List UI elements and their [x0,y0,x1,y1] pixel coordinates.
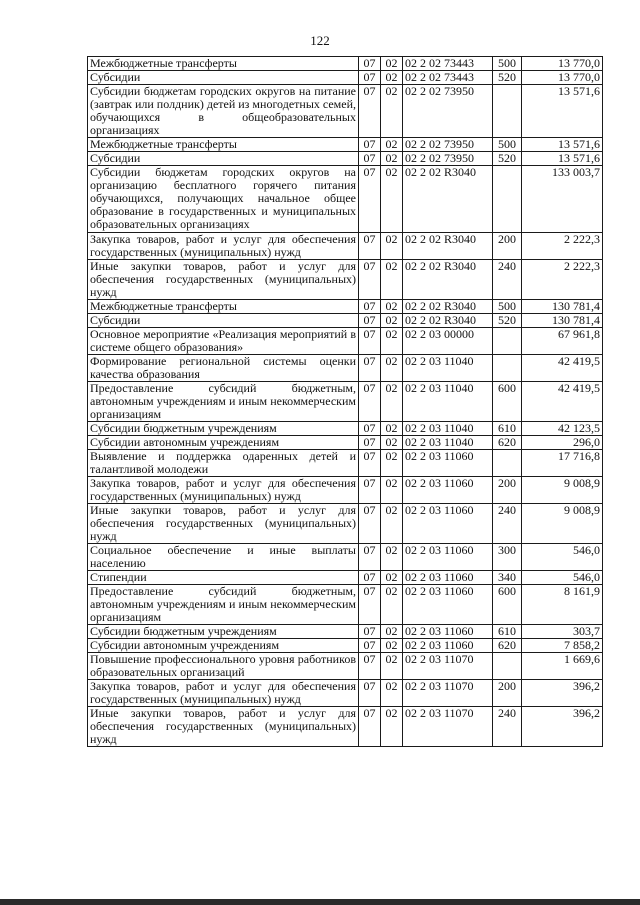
row-section: 07 [359,57,381,71]
table-row [88,138,603,152]
row-amount: 133 003,7 [522,166,603,233]
row-expense-type [493,328,522,355]
row-target-code: 02 2 02 R3040 [403,300,493,314]
table-row [88,544,603,571]
row-expense-type: 620 [493,436,522,450]
row-subsection: 02 [381,260,403,300]
row-amount: 546,0 [522,571,603,585]
row-subsection: 02 [381,152,403,166]
row-section: 07 [359,166,381,233]
table-row [88,314,603,328]
row-name: Субсидии бюджетным учреждениям [88,422,359,436]
row-name: Предоставление субсидий бюджетным, автономным учреждениям и иным некоммерческим организациям [88,382,359,422]
row-target-code: 02 2 03 11070 [403,680,493,707]
row-amount: 303,7 [522,625,603,639]
row-subsection: 02 [381,71,403,85]
row-subsection: 02 [381,544,403,571]
row-subsection: 02 [381,314,403,328]
row-name: Закупка товаров, работ и услуг для обеспечения государственных (муниципальных) нужд [88,477,359,504]
row-amount: 42 123,5 [522,422,603,436]
row-target-code: 02 2 03 11060 [403,544,493,571]
row-target-code: 02 2 02 R3040 [403,260,493,300]
row-section: 07 [359,85,381,138]
table-row [88,85,603,138]
row-amount: 7 858,2 [522,639,603,653]
table-row [88,260,603,300]
table-row [88,166,603,233]
row-expense-type: 600 [493,585,522,625]
row-amount: 130 781,4 [522,300,603,314]
row-target-code: 02 2 02 R3040 [403,314,493,328]
table-row [88,382,603,422]
row-subsection: 02 [381,653,403,680]
row-amount: 13 571,6 [522,85,603,138]
row-name: Субсидии автономным учреждениям [88,436,359,450]
row-section: 07 [359,585,381,625]
row-expense-type: 610 [493,422,522,436]
row-expense-type: 500 [493,300,522,314]
page-number: 122 [310,33,330,48]
row-section: 07 [359,544,381,571]
table-row [88,585,603,625]
row-expense-type: 200 [493,680,522,707]
row-section: 07 [359,260,381,300]
row-expense-type: 520 [493,314,522,328]
row-target-code: 02 2 02 R3040 [403,233,493,260]
row-subsection: 02 [381,57,403,71]
row-amount: 42 419,5 [522,382,603,422]
table-row [88,422,603,436]
row-target-code: 02 2 02 73950 [403,85,493,138]
row-section: 07 [359,571,381,585]
row-name: Иные закупки товаров, работ и услуг для обеспечения государственных (муниципальных) нужд [88,504,359,544]
row-amount: 396,2 [522,707,603,747]
row-amount: 42 419,5 [522,355,603,382]
row-section: 07 [359,328,381,355]
table-row [88,71,603,85]
row-name: Закупка товаров, работ и услуг для обеспечения государственных (муниципальных) нужд [88,680,359,707]
row-amount: 13 571,6 [522,138,603,152]
row-target-code: 02 2 03 11070 [403,707,493,747]
row-name: Предоставление субсидий бюджетным, автономным учреждениям и иным некоммерческим организациям [88,585,359,625]
row-amount: 8 161,9 [522,585,603,625]
table-row [88,477,603,504]
row-subsection: 02 [381,680,403,707]
row-subsection: 02 [381,571,403,585]
row-target-code: 02 2 03 11060 [403,450,493,477]
row-subsection: 02 [381,436,403,450]
table-row [88,328,603,355]
row-amount: 9 008,9 [522,504,603,544]
row-subsection: 02 [381,477,403,504]
row-section: 07 [359,653,381,680]
row-expense-type [493,85,522,138]
row-section: 07 [359,422,381,436]
row-amount: 130 781,4 [522,314,603,328]
row-amount: 2 222,3 [522,233,603,260]
row-target-code: 02 2 02 73950 [403,152,493,166]
row-amount: 13 770,0 [522,71,603,85]
row-target-code: 02 2 03 11060 [403,585,493,625]
row-name: Субсидии бюджетам городских округов на организацию бесплатного горячего питания обучающихся, получающих начальное общее образование в государственных и муниципальных образовательных организациях [88,166,359,233]
row-target-code: 02 2 03 11070 [403,653,493,680]
row-expense-type [493,450,522,477]
row-subsection: 02 [381,625,403,639]
row-section: 07 [359,233,381,260]
row-expense-type: 200 [493,233,522,260]
row-name: Субсидии автономным учреждениям [88,639,359,653]
row-name: Повышение профессионального уровня работников образовательных организаций [88,653,359,680]
row-target-code: 02 2 03 11040 [403,422,493,436]
row-expense-type [493,355,522,382]
row-section: 07 [359,436,381,450]
row-section: 07 [359,477,381,504]
row-name: Субсидии бюджетным учреждениям [88,625,359,639]
row-section: 07 [359,639,381,653]
row-section: 07 [359,382,381,422]
row-section: 07 [359,138,381,152]
table-row [88,653,603,680]
row-target-code: 02 2 03 11060 [403,504,493,544]
row-amount: 1 669,6 [522,653,603,680]
row-name: Субсидии бюджетам городских округов на питание (завтрак или полдник) детей из многодетных семей, обучающихся в общеобразовательных организациях [88,85,359,138]
row-name: Социальное обеспечение и иные выплаты населению [88,544,359,571]
row-target-code: 02 2 03 00000 [403,328,493,355]
table-body [88,57,603,747]
row-expense-type [493,166,522,233]
row-amount: 2 222,3 [522,260,603,300]
row-name: Основное мероприятие «Реализация мероприятий в системе общего образования» [88,328,359,355]
row-amount: 67 961,8 [522,328,603,355]
row-target-code: 02 2 03 11060 [403,477,493,504]
row-expense-type: 240 [493,707,522,747]
row-target-code: 02 2 02 73443 [403,71,493,85]
table-row [88,707,603,747]
row-target-code: 02 2 02 73950 [403,138,493,152]
table-row [88,436,603,450]
row-amount: 9 008,9 [522,477,603,504]
row-subsection: 02 [381,85,403,138]
row-subsection: 02 [381,355,403,382]
row-subsection: 02 [381,585,403,625]
row-section: 07 [359,625,381,639]
row-target-code: 02 2 03 11040 [403,382,493,422]
row-target-code: 02 2 02 73443 [403,57,493,71]
row-target-code: 02 2 03 11040 [403,355,493,382]
row-amount: 296,0 [522,436,603,450]
row-amount: 546,0 [522,544,603,571]
row-subsection: 02 [381,450,403,477]
table-row [88,152,603,166]
row-target-code: 02 2 03 11040 [403,436,493,450]
table-row [88,355,603,382]
row-name: Субсидии [88,314,359,328]
row-expense-type: 240 [493,260,522,300]
scan-bottom-edge [0,899,640,905]
row-expense-type: 520 [493,71,522,85]
row-subsection: 02 [381,300,403,314]
row-section: 07 [359,152,381,166]
row-name: Стипендии [88,571,359,585]
row-subsection: 02 [381,328,403,355]
row-amount: 396,2 [522,680,603,707]
row-subsection: 02 [381,138,403,152]
row-subsection: 02 [381,422,403,436]
row-target-code: 02 2 03 11060 [403,625,493,639]
row-section: 07 [359,450,381,477]
table-row [88,571,603,585]
row-expense-type: 600 [493,382,522,422]
row-expense-type: 500 [493,138,522,152]
row-subsection: 02 [381,639,403,653]
table-row [88,300,603,314]
row-name: Формирование региональной системы оценки качества образования [88,355,359,382]
row-expense-type: 500 [493,57,522,71]
row-expense-type: 610 [493,625,522,639]
row-subsection: 02 [381,504,403,544]
table-row [88,504,603,544]
row-name: Субсидии [88,152,359,166]
table-row [88,233,603,260]
row-section: 07 [359,300,381,314]
row-amount: 13 770,0 [522,57,603,71]
row-target-code: 02 2 02 R3040 [403,166,493,233]
row-expense-type: 620 [493,639,522,653]
row-subsection: 02 [381,707,403,747]
row-subsection: 02 [381,233,403,260]
row-section: 07 [359,71,381,85]
table-row [88,639,603,653]
row-name: Межбюджетные трансферты [88,138,359,152]
row-name: Иные закупки товаров, работ и услуг для обеспечения государственных (муниципальных) нужд [88,707,359,747]
row-name: Выявление и поддержка одаренных детей и талантливой молодежи [88,450,359,477]
row-section: 07 [359,707,381,747]
table-row [88,450,603,477]
row-expense-type: 520 [493,152,522,166]
row-subsection: 02 [381,382,403,422]
row-section: 07 [359,504,381,544]
table-row [88,680,603,707]
row-section: 07 [359,355,381,382]
row-section: 07 [359,314,381,328]
row-name: Закупка товаров, работ и услуг для обеспечения государственных (муниципальных) нужд [88,233,359,260]
row-expense-type [493,653,522,680]
row-subsection: 02 [381,166,403,233]
row-amount: 17 716,8 [522,450,603,477]
row-section: 07 [359,680,381,707]
table-row [88,625,603,639]
row-name: Межбюджетные трансферты [88,57,359,71]
row-expense-type: 300 [493,544,522,571]
row-target-code: 02 2 03 11060 [403,639,493,653]
budget-table [87,56,603,747]
row-expense-type: 240 [493,504,522,544]
table-row [88,57,603,71]
row-amount: 13 571,6 [522,152,603,166]
row-name: Межбюджетные трансферты [88,300,359,314]
row-target-code: 02 2 03 11060 [403,571,493,585]
row-expense-type: 340 [493,571,522,585]
row-name: Субсидии [88,71,359,85]
row-name: Иные закупки товаров, работ и услуг для обеспечения государственных (муниципальных) нужд [88,260,359,300]
row-expense-type: 200 [493,477,522,504]
